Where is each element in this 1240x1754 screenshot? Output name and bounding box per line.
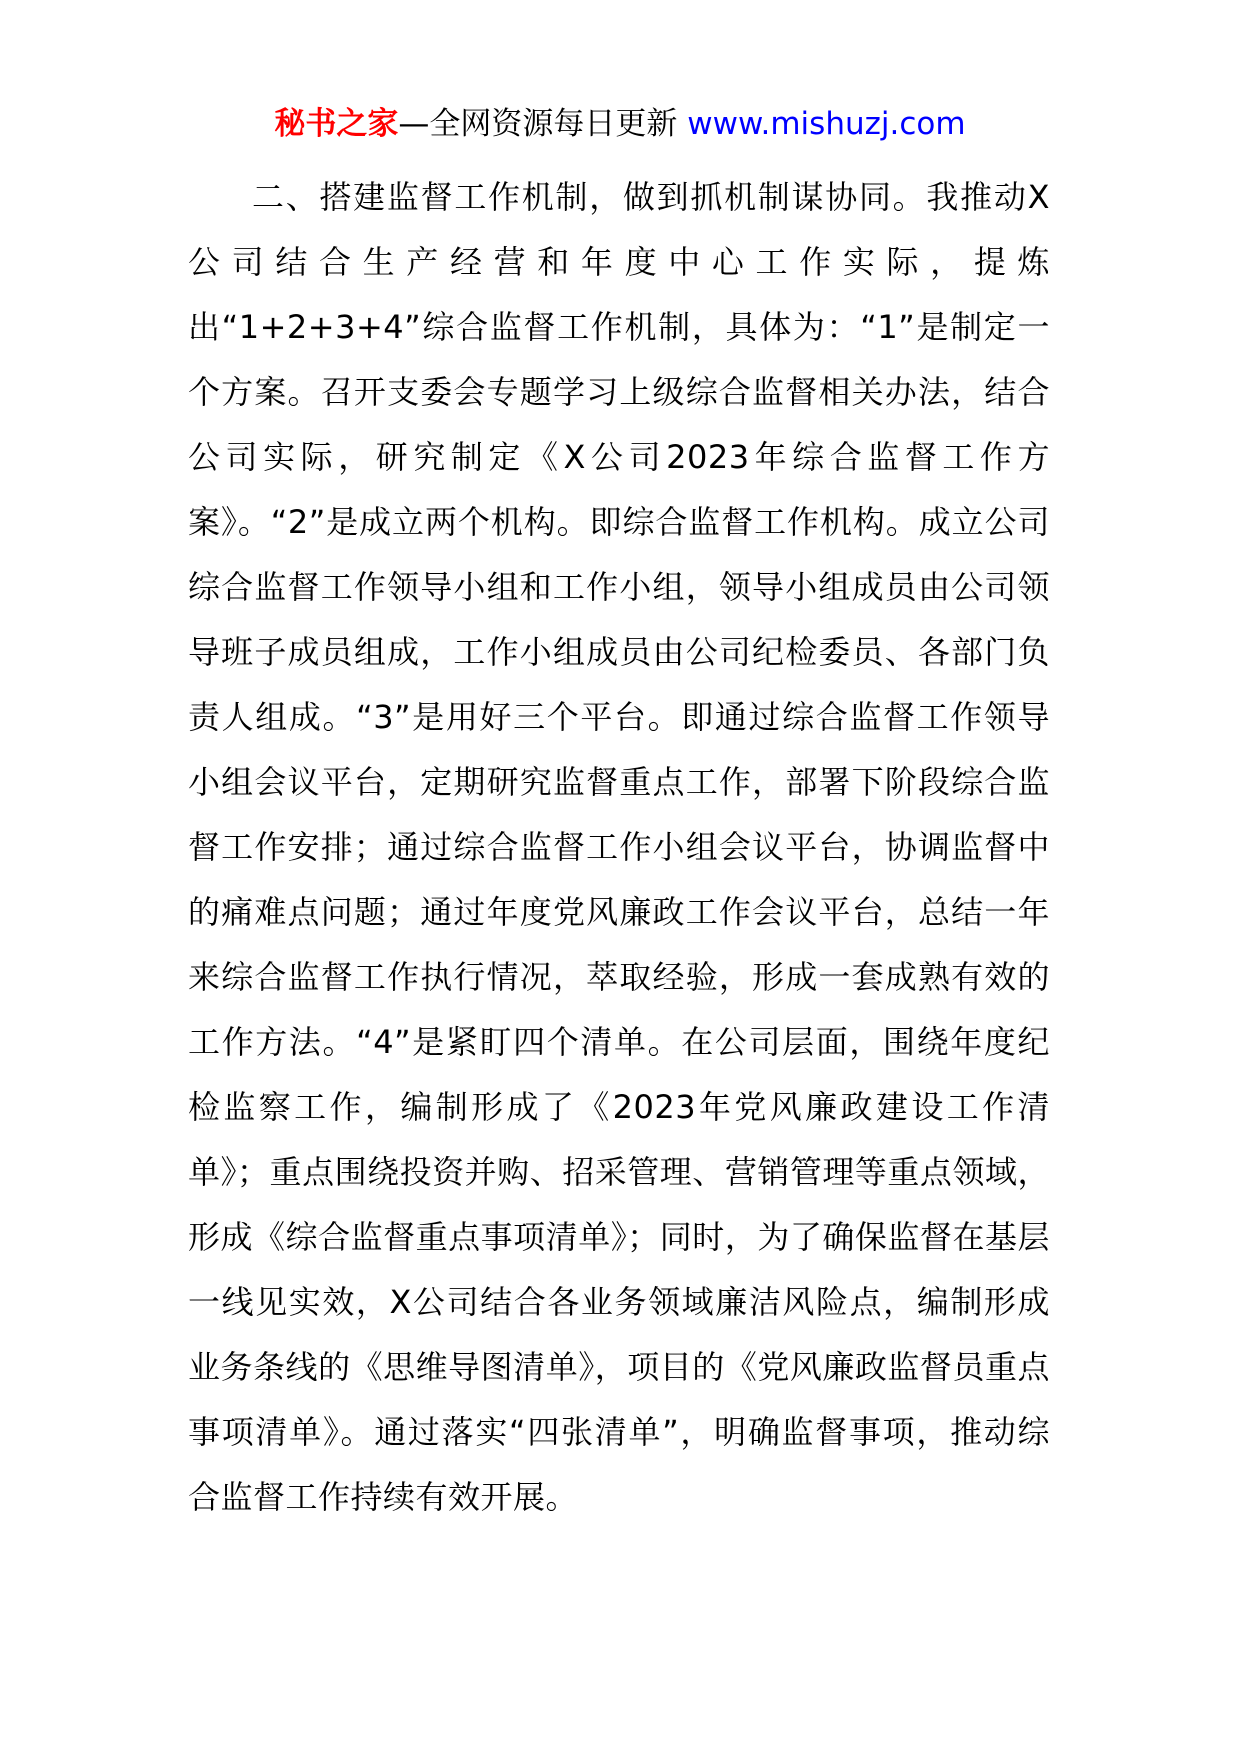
brand-name: 秘书之家 (274, 106, 399, 142)
header-slogan: —全网资源每日更新 (398, 106, 678, 142)
page-header (0, 102, 1240, 146)
body-paragraph: 二、搭建监督工作机制，做到抓机制谋协同。我推动X公司结合生产经营和年度中心工作实际，提炼出“1+2+3+4”综合监督工作机制，具体为：“1”是制定一个方案。召开支委会专题学习上级综合监督相关办法，结合公司实际，研究制定《X公司2023年综合监督工作方案》。“2”是成立两个机构。即综合监督工作机构。成立公司综合监督工作领导小组和工作小组，领导小组成员由公司领导班子成员组成，工作小组成员由公司纪检委员、各部门负责人组成。“3”是用好三个平台。即通过综合监督工作领导小组会议平台，定期研究监督重点工作，部署下阶段综合监督工作安排；通过综合监督工作小组会议平台，协调监督中的痛难点问题；通过年度党风廉政工作会议平台，总结一年来综合监督工作执行情况，萃取经验，形成一套成熟有效的工作方法。“4”是紧盯四个清单。在公司层面，围绕年度纪检监察工作，编制形成了《2023年党风廉政建设工作清单》；重点围绕投资并购、招采管理、营销管理等重点领域，形成《综合监督重点事项清单》；同时，为了确保监督在基层一线见实效，X公司结合各业务领域廉洁风险点，编制形成业务条线的《思维导图清单》，项目的《党风廉政监督员重点事项清单》。通过落实“四张清单”，明确监督事项，推动综合监督工作持续有效开展。 (188, 178, 1050, 1516)
site-url-link[interactable]: www.mishuzj.com (687, 106, 966, 142)
